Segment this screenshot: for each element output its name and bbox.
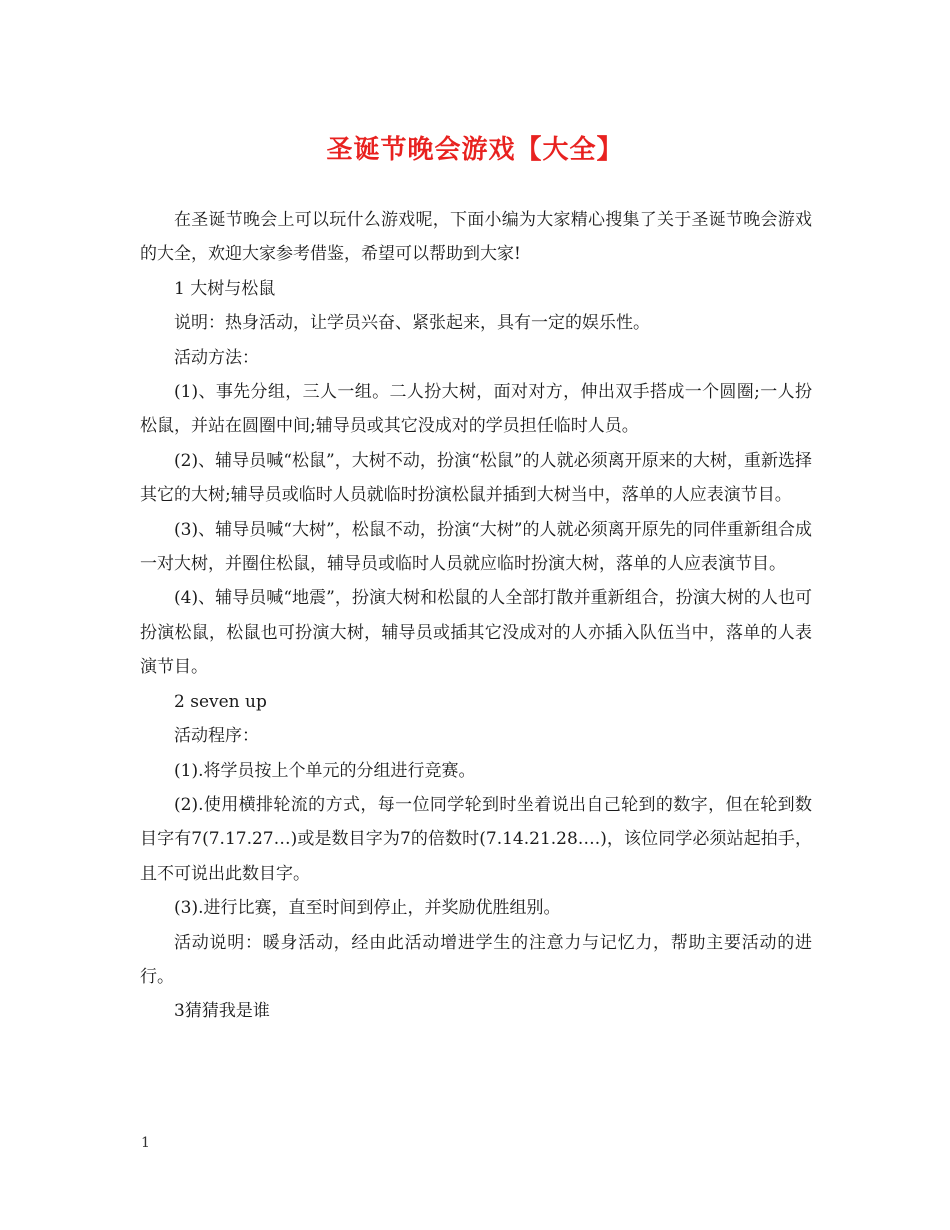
section-heading-2: 2 seven up [174,691,267,712]
paragraph: (4)、辅导员喊“地震”，扮演大树和松鼠的人全部打散并重新组合，扮演大树的人也可扮演松鼠，松鼠也可扮演大树，辅导员或插其它没成对的人亦插入队伍当中，落单的人表演节目。 [140,588,812,678]
paragraph: 活动说明：暖身活动，经由此活动增进学生的注意力与记忆力，帮助主要活动的进行。 [140,932,812,987]
paragraph: (3).进行比赛，直至时间到停止，并奖励优胜组别。 [174,898,561,919]
paragraph: 活动程序： [174,726,259,747]
section-heading-1: 1 大树与松鼠 [174,278,276,299]
paragraph: 说明：热身活动，让学员兴奋、紧张起来，具有一定的娱乐性。 [174,313,650,334]
paragraph: (2)、辅导员喊“松鼠”，大树不动，扮演“松鼠”的人就必须离开原来的大树，重新选择其它的大树;辅导员或临时人员就临时扮演松鼠并插到大树当中，落单的人应表演节目。 [140,450,812,506]
section-heading-3: 3猜猜我是谁 [174,1001,270,1022]
paragraph: (2).使用横排轮流的方式，每一位同学轮到时坐着说出自己轮到的数字，但在轮到数目字有7(7.17.27…)或是数目字为7的倍数时(7.14.21.28….)，该位同学必须站起拍手，且不可说出此数目字。 [140,794,812,884]
document-title: 圣诞节晚会游戏【大全】 [326,135,624,165]
paragraph: (1).将学员按上个单元的分组进行竞赛。 [174,760,476,781]
document-body [140,203,812,1029]
paragraph: (1)、事先分组，三人一组。二人扮大树，面对对方，伸出双手搭成一个圆圈;一人扮松鼠，并站在圆圈中间;辅导员或其它没成对的学员担任临时人员。 [140,382,812,437]
paragraph: 活动方法： [174,347,259,368]
paragraph: (3)、辅导员喊“大树”，松鼠不动，扮演“大树”的人就必须离开原先的同伴重新组合成一对大树，并圈住松鼠，辅导员或临时人员就应临时扮演大树，落单的人应表演节目。 [140,519,812,575]
page-number: 1 [141,1135,150,1151]
intro-paragraph: 在圣诞节晚会上可以玩什么游戏呢，下面小编为大家精心搜集了关于圣诞节晚会游戏的大全，欢迎大家参考借鉴，希望可以帮助到大家! [140,210,812,265]
